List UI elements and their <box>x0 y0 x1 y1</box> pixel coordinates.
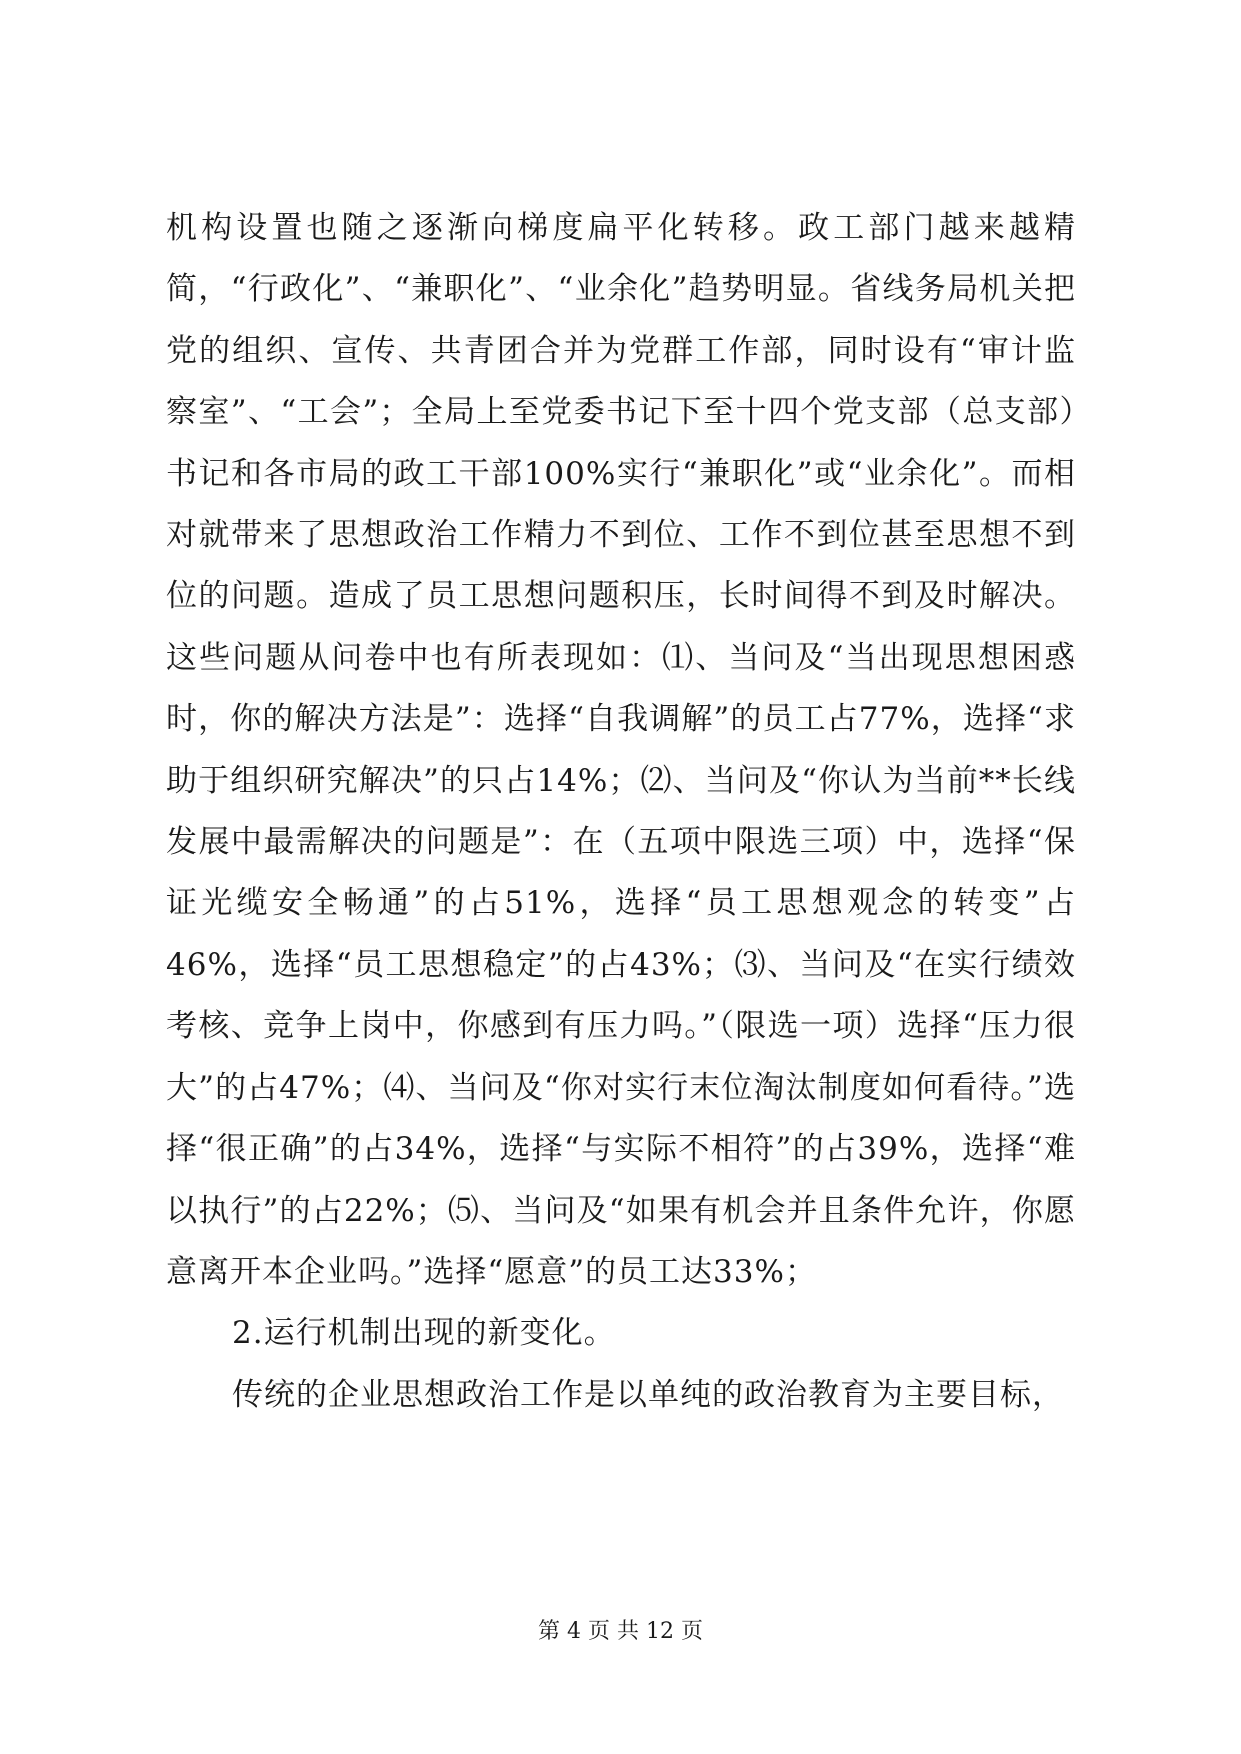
section-heading-operating-mechanism: 2.运行机制出现的新变化。 <box>232 1315 616 1352</box>
document-body <box>166 198 1076 1426</box>
body-paragraph-survey: 机构设置也随之逐渐向梯度扁平化转移。政工部门越来越精简，“行政化”、“兼职化”、“业余化”趋势明显。省线务局机关把党的组织、宣传、共青团合并为党群工作部，同时设有“审计监察室”、“工会”；全局上至党委书记下至十四个党支部（总支部）书记和各市局的政工干部100%实行“兼职化”或“业余化”。而相对就带来了思想政治工作精力不到位、工作不到位甚至思想不到位的问题。造成了员工思想问题积压，长时间得不到及时解决。这些问题从问卷中也有所表现如：⑴、当问及“当出现思想困惑时，你的解决方法是”：选择“自我调解”的员工占77%，选择“求助于组织研究解决”的只占14%；⑵、当问及“你认为当前**长线发展中最需解决的问题是”：在（五项中限选三项）中，选择“保证光缆安全畅通”的占51%，选择“员工思想观念的转变”占46%，选择“员工思想稳定”的占43%；⑶、当问及“在实行绩效考核、竞争上岗中，你感到有压力吗。”（限选一项）选择“压力很大”的占47%；⑷、当问及“你对实行末位淘汰制度如何看待。”选择“很正确”的占34%，选择“与实际不相符”的占39%，选择“难以执行”的占22%；⑸、当问及“如果有机会并且条件允许，你愿意离开本企业吗。”选择“愿意”的员工达33%； <box>166 210 1076 1290</box>
page-number-footer: 第 4 页 共 12 页 <box>538 1619 703 1644</box>
body-paragraph-traditional-work: 传统的企业思想政治工作是以单纯的政治教育为主要目标， <box>232 1376 1064 1413</box>
